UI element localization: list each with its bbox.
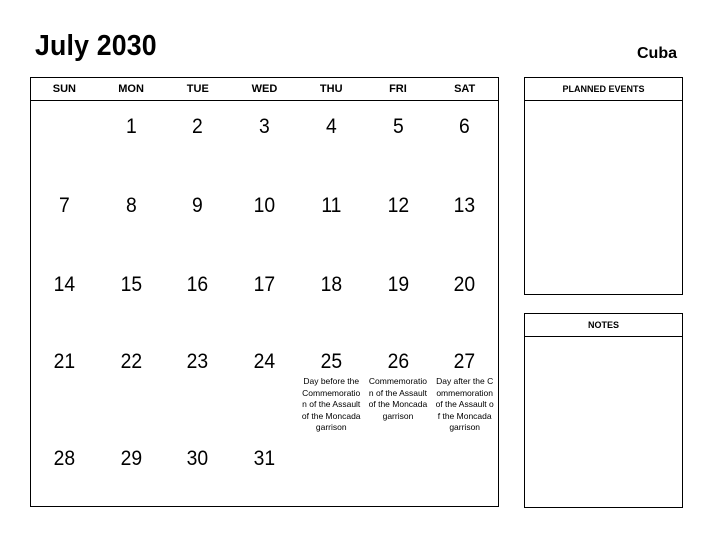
day-number: 23: [187, 350, 209, 373]
holiday-label: Day before the Commemoration of the Assault of the Moncada garrison: [301, 376, 361, 432]
page-title: July 2030: [35, 30, 157, 62]
day-cell: [365, 180, 432, 259]
weekday-fri: FRI: [389, 83, 407, 95]
day-number: 30: [187, 447, 209, 470]
day-number: 28: [53, 447, 76, 470]
day-number: 15: [120, 273, 142, 296]
day-cell: [298, 180, 365, 259]
weekday-thu: THU: [319, 83, 343, 95]
day-number: 13: [453, 194, 476, 217]
day-cell: [231, 180, 298, 259]
country-label: Cuba: [637, 45, 677, 62]
day-cell: [231, 101, 298, 180]
day-number: 7: [58, 194, 70, 217]
notes-heading: NOTES: [525, 314, 682, 337]
day-cell: [164, 336, 231, 433]
day-number: 18: [320, 273, 342, 296]
weekday-sat: SAT: [454, 83, 476, 95]
day-cell: [98, 336, 165, 433]
holiday-label: Commemoration of the Assault of the Moncada garrison: [368, 376, 428, 421]
day-cell: [431, 180, 498, 259]
day-cell: [231, 433, 298, 507]
day-cell: [298, 433, 365, 507]
day-cell: [98, 101, 165, 180]
day-cell: [231, 336, 298, 433]
day-number: 16: [187, 273, 209, 296]
day-number: 5: [392, 115, 404, 138]
day-cell: [164, 180, 231, 259]
day-number: 22: [120, 350, 142, 373]
week-row: [31, 180, 498, 259]
day-cell: [365, 101, 432, 180]
day-number: 11: [321, 194, 342, 217]
day-cell: [31, 101, 98, 180]
day-number: 26: [387, 350, 409, 373]
notes-panel: [524, 313, 683, 508]
day-number: [34, 101, 95, 115]
day-cell: [98, 259, 165, 336]
day-number: 24: [253, 350, 276, 373]
day-number: 20: [453, 273, 476, 296]
day-number: 4: [325, 115, 337, 138]
day-number: 31: [253, 447, 276, 470]
holiday-label: Day after the Commemoration of the Assault of the Moncada garrison: [435, 376, 494, 432]
day-cell: [298, 101, 365, 180]
day-cell: [98, 180, 165, 259]
day-number: 12: [387, 194, 409, 217]
day-cell: [298, 336, 365, 433]
weekday-sun: SUN: [52, 83, 76, 95]
day-number: [367, 433, 428, 447]
day-cell: [31, 259, 98, 336]
day-cell: [365, 259, 432, 336]
day-cell: [164, 433, 231, 507]
day-cell: [31, 336, 98, 433]
day-cell: [98, 433, 165, 507]
day-number: 9: [192, 194, 204, 217]
day-cell: [431, 336, 498, 433]
planned-events-heading: PLANNED EVENTS: [525, 78, 682, 101]
day-number: 17: [253, 273, 276, 296]
day-number: 21: [53, 350, 76, 373]
day-cell: [164, 259, 231, 336]
day-number: 25: [320, 350, 342, 373]
day-cell: [365, 336, 432, 433]
day-cell: [164, 101, 231, 180]
day-cell: [231, 259, 298, 336]
day-number: 10: [253, 194, 276, 217]
day-cell: [31, 180, 98, 259]
day-cell: [431, 259, 498, 336]
day-number: 1: [125, 115, 137, 138]
day-cell: [31, 433, 98, 507]
day-cell: [431, 433, 498, 507]
day-number: 27: [453, 350, 476, 373]
week-row: [31, 259, 498, 336]
day-number: [434, 433, 495, 447]
planned-events-panel: [524, 77, 683, 295]
calendar-grid: [30, 77, 499, 507]
day-cell: [365, 433, 432, 507]
week-row: [31, 336, 498, 433]
day-cell: [431, 101, 498, 180]
week-row: [31, 433, 498, 507]
week-row: [31, 101, 498, 180]
weekday-mon: MON: [118, 83, 144, 95]
weekday-tue: TUE: [186, 83, 209, 95]
day-cell: [298, 259, 365, 336]
day-number: 2: [192, 115, 204, 138]
day-number: 8: [125, 194, 137, 217]
weekday-header: [31, 78, 498, 101]
day-number: 14: [53, 273, 76, 296]
day-number: 6: [459, 115, 471, 138]
day-number: 29: [120, 447, 142, 470]
weekday-wed: WED: [251, 83, 278, 95]
day-number: [301, 433, 362, 447]
day-number: 3: [259, 115, 270, 138]
day-number: 19: [387, 273, 409, 296]
